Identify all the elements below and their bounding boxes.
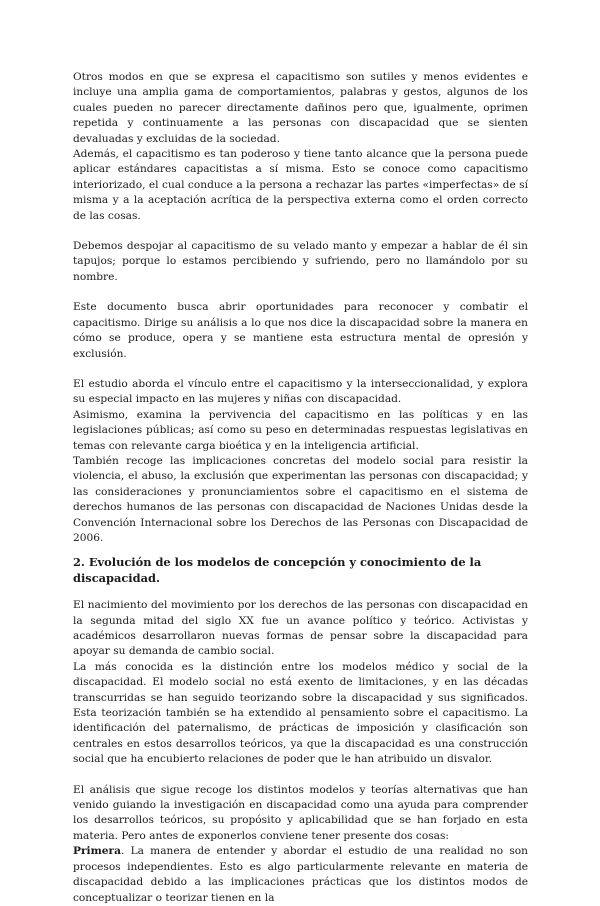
paragraph: La más conocida es la distinción entre los modelos médico y social de la discapacidad. El modelo social no está exento de limitaciones, y en las décadas transcurridas se han seguido teorizando sobre la discapacidad y sus significados. Esta teorización también se ha extendido al pensamiento sobre el capacitismo. La identificación del paternalismo, de prácticas de imposición y clasificación son centrales en estos desarrollos teóricos, ya que la discapacidad es una construcción social que ha encubierto relaciones de poder que le han atribuido un disvalor. [73, 660, 528, 766]
paragraph: El nacimiento del movimiento por los derechos de las personas con discapacidad en la segunda mitad del siglo XX fue un avance político y teórico. Activistas y académicos desarrollaron nuevas formas de pensar sobre la discapacidad para apoyar su demanda de cambio social. [73, 599, 528, 658]
paragraph: Debemos despojar al capacitismo de su velado manto y empezar a hablar de él sin tapujos; porque lo estamos percibiendo y sufriendo, pero no llamándolo por su nombre. [73, 240, 528, 283]
paragraph-text: . La manera de entender y abordar el estudio de una realidad no son procesos independientes. Esto es algo particularmente relevante en materia de discapacidad debido a las implicaciones prácticas que los distintos modos de conceptualizar o teorizar tienen en la [73, 845, 528, 904]
document-body [73, 70, 528, 906]
paragraph: Este documento busca abrir oportunidades para reconocer y combatir el capacitismo. Dirige su análisis a lo que nos dice la discapacidad sobre la manera en cómo se produce, opera y se mantiene esta estructura mental de opresión y exclusión. [73, 301, 528, 360]
paragraph: Además, el capacitismo es tan poderoso y tiene tanto alcance que la persona puede aplicar estándares capacitistas a sí misma. Esto se conoce como capacitismo interiorizado, el cual conduce a la persona a rechazar las partes «imperfectas» de sí misma y a la aceptación acrítica de la perspectiva externa como el orden correcto de las cosas. [73, 148, 528, 222]
paragraph: Otros modos en que se expresa el capacitismo son sutiles y menos evidentes e incluye una amplia gama de comportamientos, palabras y gestos, algunos de los cuales pueden no parecer directamente dañinos pero que, igualmente, oprimen repetida y continuamente a las personas con discapacidad que se sienten devaluadas y excluidas de la sociedad. [73, 71, 528, 145]
paragraph [73, 844, 528, 906]
paragraph: El estudio aborda el vínculo entre el capacitismo y la interseccionalidad, y explora su especial impacto en las mujeres y niñas con discapacidad. [73, 377, 528, 406]
section-heading: 2. Evolución de los modelos de concepción y conocimiento de la discapacidad. [73, 555, 482, 585]
paragraph: Asimismo, examina la pervivencia del capacitismo en las políticas y en las legislaciones públicas; así como su peso en determinadas respuestas legislativas en temas con relevante carga bioética y en la inteligencia artificial. [73, 408, 528, 452]
paragraph-lead: Primera [73, 845, 121, 858]
paragraph: El análisis que sigue recoge los distintos modelos y teorías alternativas que han venido guiando la investigación en discapacidad como una ayuda para comprender los desarrollos teóricos, su propósito y aplicabilidad que se han forjado en esta materia. Pero antes de exponerlos conviene tener presente dos cosas: [73, 783, 528, 842]
paragraph: También recoge las implicaciones concretas del modelo social para resistir la violencia, el abuso, la exclusión que experimentan las personas con discapacidad; y las consideraciones y pronunciamientos sobre el capacitismo en el sistema de derechos humanos de las personas con discapacidad de Naciones Unidas desde la Convención Internacional sobre los Derechos de las Personas con Discapacidad de 2006. [73, 454, 528, 544]
